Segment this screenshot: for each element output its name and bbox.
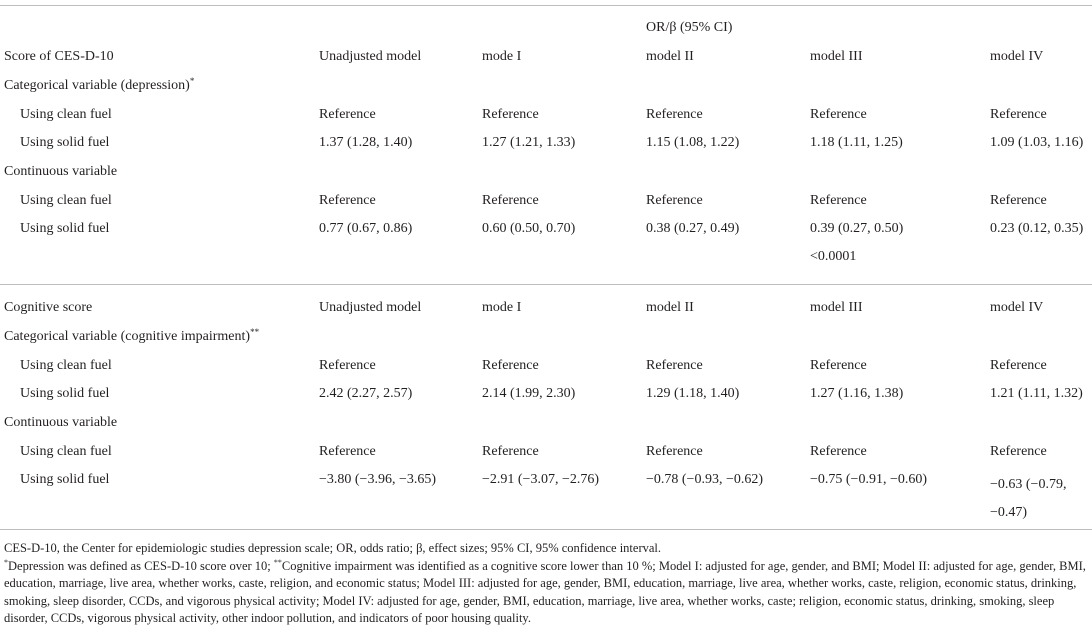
table-cell: Reference — [990, 358, 1047, 373]
table-cell: 1.27 (1.21, 1.33) — [482, 135, 576, 150]
table-cell: −0.78 (−0.93, −0.62) — [646, 472, 764, 487]
table-cell: 1.18 (1.11, 1.25) — [810, 135, 903, 150]
table-cell: Reference — [319, 358, 376, 373]
section1-label: Score of CES-D-10 — [4, 49, 114, 64]
column-header: model IV — [990, 49, 1044, 64]
categorical-variable-label: Categorical variable (depression)* — [4, 76, 195, 93]
abbreviations-note: CES-D-10, the Center for epidemiologic studies depression scale; OR, odds ratio; β, effect sizes; 95% CI, 95% confidence interval. — [4, 541, 662, 555]
table-cell: −3.80 (−3.96, −3.65) — [319, 472, 437, 487]
row-label: Using solid fuel — [20, 472, 110, 487]
table-cell: 1.37 (1.28, 1.40) — [319, 135, 413, 150]
table-cell: Reference — [319, 193, 376, 208]
table-cell: −2.91 (−3.07, −2.76) — [482, 472, 600, 487]
table-footnotes — [4, 540, 1088, 628]
row-label: Using clean fuel — [20, 193, 112, 208]
table-cell: Reference — [990, 107, 1047, 122]
table-cell: 1.15 (1.08, 1.22) — [646, 135, 740, 150]
table-cell: Reference — [810, 107, 867, 122]
table-cell: −0.75 (−0.91, −0.60) — [810, 472, 928, 487]
column-header: model III — [810, 300, 863, 315]
table-cell: 0.77 (0.67, 0.86) — [319, 221, 413, 236]
column-header: model II — [646, 49, 694, 64]
table-cell: 1.29 (1.18, 1.40) — [646, 386, 740, 401]
section2-label: Cognitive score — [4, 300, 93, 315]
group-header: OR/β (95% CI) — [646, 20, 733, 35]
table-cell: 1.21 (1.11, 1.32) — [990, 386, 1083, 401]
table-cell: Reference — [646, 193, 703, 208]
table-cell: Reference — [646, 358, 703, 373]
row-label: Using clean fuel — [20, 358, 112, 373]
column-header: model III — [810, 49, 863, 64]
table-cell: −0.63 (−0.79, −0.47) — [990, 477, 1067, 520]
table-cell: 0.38 (0.27, 0.49) — [646, 221, 740, 236]
column-header: model II — [646, 300, 694, 315]
table-cell: 1.27 (1.16, 1.38) — [810, 386, 904, 401]
column-header: Unadjusted model — [319, 49, 422, 64]
table-cell: 2.14 (1.99, 2.30) — [482, 386, 576, 401]
definitions-note: *Depression was defined as CES-D-10 score over 10; **Cognitive impairment was identified as a cognitive score lower than 10 %; Model I: adjusted for age, gender, and BMI; Model II: adjusted for age, gender, BMI, education, marriage, live area, whether works, caste, religion, and economic status; Model III: adjusted for age, gender, BMI, education, marriage, live area, whether works, caste, religion, economic status, drinking, smoking, sleep disorder, CCDs, and vigorous physical activity; Model IV: adjusted for age, gender, BMI, education, marriage, live area, whether works, caste; religion, economic status, drinking, smoking, sleep disorder, CCDs, vigorous physical activity, other indoor pollution, and indicators of poor housing quality. — [4, 557, 1086, 625]
table-cell: Reference — [646, 107, 703, 122]
table-cell: 0.60 (0.50, 0.70) — [482, 221, 576, 236]
table-cell: Reference — [646, 444, 703, 459]
table-cell: Reference — [810, 444, 867, 459]
table-cell: Reference — [319, 444, 376, 459]
section-divider-rule — [0, 284, 1092, 285]
continuous-variable-label: Continuous variable — [4, 415, 118, 430]
table-cell: 0.23 (0.12, 0.35) — [990, 221, 1084, 236]
table-cell: 0.39 (0.27, 0.50) — [810, 221, 904, 236]
table-cell: Reference — [482, 358, 539, 373]
column-header: mode I — [482, 300, 522, 315]
table-top-rule — [0, 5, 1092, 6]
continuous-variable-label: Continuous variable — [4, 164, 118, 179]
column-header: model IV — [990, 300, 1044, 315]
table-cell: Reference — [810, 193, 867, 208]
table-cell: Reference — [319, 107, 376, 122]
row-label: Using solid fuel — [20, 386, 110, 401]
row-label: Using clean fuel — [20, 107, 112, 122]
table-cell: Reference — [482, 193, 539, 208]
row-label: Using solid fuel — [20, 135, 110, 150]
table-cell: 2.42 (2.27, 2.57) — [319, 386, 413, 401]
table-bottom-rule — [0, 529, 1092, 530]
row-label: Using solid fuel — [20, 221, 110, 236]
table-cell: Reference — [990, 444, 1047, 459]
table-cell: Reference — [810, 358, 867, 373]
categorical-variable-label: Categorical variable (cognitive impairment)** — [4, 327, 260, 344]
column-header: mode I — [482, 49, 522, 64]
row-label: Using clean fuel — [20, 444, 112, 459]
table-cell: Reference — [990, 193, 1047, 208]
table-cell: Reference — [482, 444, 539, 459]
table-cell: Reference — [482, 107, 539, 122]
table-cell: 1.09 (1.03, 1.16) — [990, 135, 1084, 150]
p-value: <0.0001 — [810, 249, 857, 264]
column-header: Unadjusted model — [319, 300, 422, 315]
